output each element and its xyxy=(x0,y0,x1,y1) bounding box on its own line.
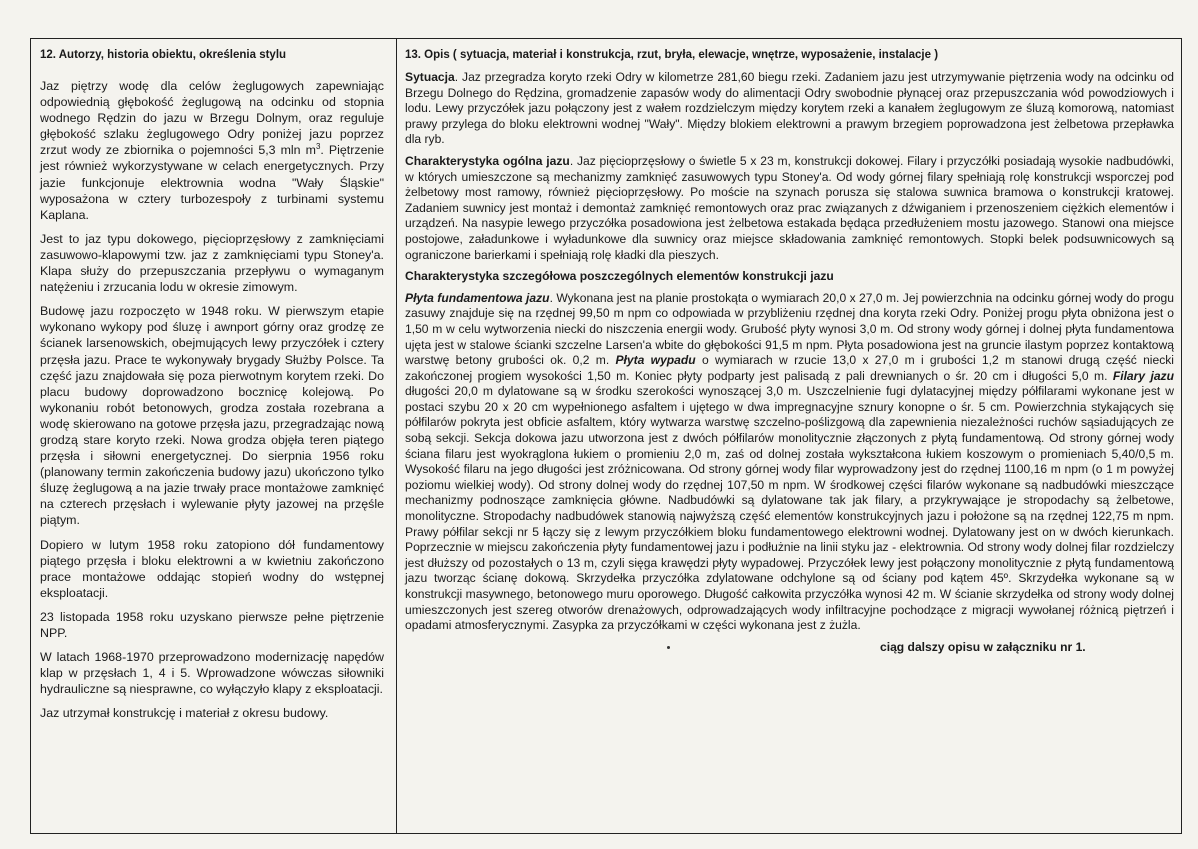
detailed-characteristics-title: Charakterystyka szczegółowa poszczególnych elementów konstrukcji jazu xyxy=(405,269,834,284)
general-characteristics-paragraph: Charakterystyka ogólna jazu. Jaz pięcioprzęsłowy o świetle 5 x 23 m, konstrukcji dokowej. Filary i przyczółki posiadają wysokie nadbudówki, w których umieszczone są mechanizmy zamknięć zasuwowych typu Stoney'a. Od wody górnej filary spełniają rolę konstrukcji wsporczej pod żelbetowy most ramowy, również pięcioprzęsłowy. Po moście na szynach porusza się stalowa suwnica bramowa o konstrukcji kratowej. Zadaniem suwnicy jest montaż i demontaż zamknięć remontowych oraz prac związanych z dźwiganiem i przenoszeniem ciężkich elementów i urządzeń. Na nasypie lewego przyczółka posadowiona jest żelbetowa estakada będąca przedłużeniem mostu jazowego. Stanowi ona miejsce postojowe, załadunkowe i wyładunkowe dla suwnicy oraz miejsce składowania zamknięć remontowych. Stopki belek podsuwnicowych są ograniczone barierkami i spełniają rolę kładki dla pieszych. xyxy=(405,153,1174,262)
section-13-heading: 13. Opis ( sytuacja, materiał i konstrukcja, rzut, bryła, elewacje, wnętrze, wyposażenie, instalacje ) xyxy=(405,49,939,61)
situation-paragraph: Sytuacja. Jaz przegradza koryto rzeki Odry w kilometrze 281,60 biegu rzeki. Zadaniem jazu jest utrzymywanie piętrzenia wody na odcinku od Brzegu Dolnego do Rędzina, gromadzenie zapasów wody do alimentacji Odry swobodnie płynącej oraz przepuszczania wód powodziowych i lodu. Lewy przyczółek jazu połączony jest z wałem rozdzielczym między korytem rzeki a kanałem żeglugowym ze śluzą komorową, natomiast prawy przylega do bloku elektrowni wodnej "Wały". Między blokiem elektrowni a prawym brzegiem poprowadzona jest żelbetowa przepławka dla ryb. xyxy=(405,70,1174,147)
section-12-heading: 12. Autorzy, historia obiektu, określenia stylu xyxy=(40,49,287,61)
left-paragraph-2: Jest to jaz typu dokowego, pięcioprzęsłowy z zamknięciami zasuwowo-klapowymi tzw. jaz z zamknięciami typu Stoney'a. Klapa służy do przepuszczania przepływu o wymaganym natężeniu i zrzucania lodu w okresie zimowym. xyxy=(40,231,384,295)
column-divider xyxy=(396,38,397,834)
left-paragraph-3: Budowę jazu rozpoczęto w 1948 roku. W pierwszym etapie wykonano wykopy pod śluzę i awnport górny oraz grodzę ze ścianek larsenowskich, obejmujących lewy przyczółek i cztery przęsła jazu. Prace te wykonywały brygady Służby Polsce. Ta część jazu znajdowała się poza pierwotnym korytem rzeki. Do placu budowy doprowadzono bocznicę kolejową. Po wykonaniu robót betonowych, grodza została rozebrana a wodę skierowano na gotowe przęsła jazu, przegradzając nową grodzą stare koryto rzeki. Nowa grodza objęła teren piątego przęsła i siłowni energetycznej. Do sierpnia 1956 roku (planowany termin zakończenia budowy jazu) ukończono tylko śluzę żeglugową a na jazie trwały prace montażowe zamknięć na czterech przęsłach i wylewanie płyty jazowej na przęśle piątym. xyxy=(40,304,384,528)
left-column xyxy=(40,48,384,729)
foundation-paragraph: Płyta fundamentowa jazu. Wykonana jest na planie prostokąta o wymiarach 20,0 x 27,0 m. Jej powierzchnia na odcinku górnej wody do progu zasuwy znajduje się na rzędnej 99,50 m npm co odpowiada w przybliżeniu rzędnej dna koryta rzeki Odry. Poniżej progu płyta obniżona jest o 1,50 m w celu wytworzenia niecki do niszczenia energii wody. Grubość płyty wynosi 3,0 m. Od strony wody górnej i dolnej płyta fundamentowa ujęta jest w stalowe ścianki szczelne Larsen'a wbite do głębokości 91,5 m npm. Płyta posadowiona jest na gruncie ilastym poprzez kontaktową warstwę betony grubości ok. 0,2 m. Płyta wypadu o wymiarach w rzucie 13,0 x 27,0 m i grubości 1,2 m stanowi drugą część niecki zakończonej progiem wysokości 1,50 m. Koniec płyty podparty jest palisadą z pali drewnianych o śr. 20 cm i długości 5,0 m. Filary jazu długości 20,0 m dylatowane są w środku szerokości wynoszącej 3,0 m. Uszczelnienie fugi dylatacyjnej między półfilarami wykonane jest w postaci szybu 20 x 20 cm wypełnionego asfaltem i ujętego w dwa impregnacyjne sznury konopne o śr. 5 cm. Powierzchnia stykających się półfilarów pokryta jest obficie asfaltem, który wytwarza warstwę szczelno-poślizgową dla zapewnienia niezależności ruchów sąsiadujących ze sobą sekcji. Sekcja dokowa jazu utworzona jest z dwóch półfilarów monolitycznie złączonych z płytą fundamentową. Od strony górnej wody ściana filaru jest wyokrąglona łukiem o promieniu 2,0 m, zaś od dolnej została wykształcona łukiem koszowym o promieniach 5,40/0,5 m. Wysokość filaru na jego długości jest zróżnicowana. Od strony górnej wody filar wyprowadzony jest do rzędnej 1100,16 m npm (o 1 m powyżej poziomu wielkiej wody). Od strony dolnej wody do rzędnej 107,50 m npm. W środkowej części filarów wykonane są nadbudówki mieszczące mechanizmy podnoszące zamknięcia główne. Nadbudówki są dylatowane tak jak filary, a przykrywające je stropodachy są żelbetowe, monolityczne. Stropodachy nadbudówek stanowią najwyższą część elementów konstrukcyjnych jazu i położone są na rzędnej 122,75 m npm. Prawy półfilar sekcji nr 5 łączy się z lewym przyczółkiem bloku fundamentowego elektrowni wodnej. Dylatowany jest on w dwóch kierunkach. Poprzecznie w miejscu zakończenia płyty fundamentowej jazu i podłużnie na linii styku jaz - elektrownia. Od strony wody dolnej filar rozdzielczy jest dłuższy od pozostałych o 13 m, czyli sięga krawędzi płyty wypadowej. Przyczółek lewy jest połączony monolitycznie z płytą fundamentową jazu tworząc ścianę dokową. Skrzydełka przyczółka zdylatowane odchylone są od ściany pod kątem 45º. Skrzydełka wykonane są w konstrukcji masywnego, betonowego muru oporowego. Długość całkowita przyczółka wynosi 42 m. W ścianie skrzydełka od strony wody dolnej umieszczonych jest szereg otworów drenażowych, odprowadzających wody infiltracyjne pochodzące z migracji wywołanej różnicą piętrzeń i opadami atmosferycznymi. Zasypka za przyczółkami w części wykonana jest z żużla. xyxy=(405,290,1174,633)
left-paragraph-4: Dopiero w lutym 1958 roku zatopiono dół fundamentowy piątego przęsła i bloku elektrowni a w kwietniu zakończono prace montażowe oddając stopień wodny do wstępnej eksploatacji. xyxy=(40,537,384,600)
bullet-dot-icon xyxy=(667,646,670,649)
left-paragraph-5: 23 listopada 1958 roku uzyskano pierwsze pełne piętrzenie NPP. xyxy=(40,609,384,640)
right-column xyxy=(405,48,1174,655)
left-paragraph-6: W latach 1968-1970 przeprowadzono modernizację napędów klap w przęsłach 1, 4 i 5. Wprowadzone wówczas siłowniki hydrauliczne są niesprawne, co wyłączyło klapy z eksploatacji. xyxy=(40,650,384,697)
left-paragraph-7: Jaz utrzymał konstrukcję i materiał z okresu budowy. xyxy=(40,706,329,721)
continued-note: ciąg dalszy opisu w załączniku nr 1. xyxy=(405,640,1174,656)
left-paragraph-1: Jaz piętrzy wodę dla celów żeglugowych zapewniając odpowiednią głębokość żeglugową na odcinku od stopnia wodnego Rędzin do jazu w Brzegu Dolnym, oraz reguluje głębokość szlaku żeglugowego Odry poniżej jazu poprzez zrzut wody ze zbiornika o pojemności 5,3 mln $m^3$. Piętrzenie jest również wykorzystywane w celach energetycznych. Przy jazie funkcjonuje elektrownia wodna "Wały Śląskie" wyposażona w cztery turbozespoły z turbinami systemu Kaplana. xyxy=(40,79,384,222)
